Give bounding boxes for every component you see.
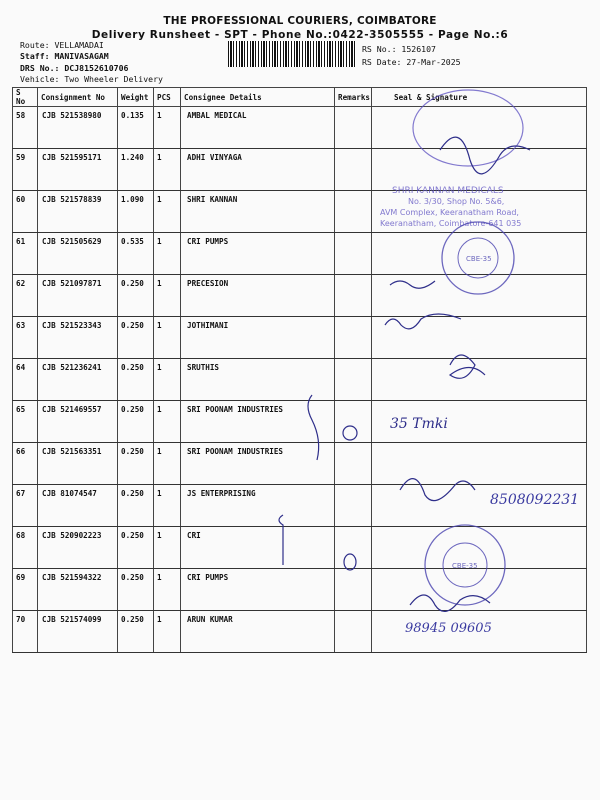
cell-sno: 59: [13, 149, 38, 191]
cell-consignee: ADHI VINYAGA: [181, 149, 335, 191]
signature-text-65: 35 Tmki: [390, 416, 448, 432]
rs-number: RS No.: 1526107: [362, 44, 436, 54]
cri-stamp-1: [442, 222, 514, 294]
signature-59: [440, 137, 530, 174]
cell-sno: 61: [13, 233, 38, 275]
cell-weight: 0.535: [118, 233, 154, 275]
cell-consignee: CRI PUMPS: [181, 569, 335, 611]
cell-consignee: CRI PUMPS: [181, 233, 335, 275]
cell-sno: 66: [13, 443, 38, 485]
col-sno: S No: [13, 88, 38, 107]
cell-pcs: 1: [154, 107, 181, 149]
cell-sno: 60: [13, 191, 38, 233]
cell-sno: 65: [13, 401, 38, 443]
mark-68: [279, 515, 283, 565]
cell-weight: 0.250: [118, 317, 154, 359]
kannan-stamp: [380, 90, 523, 228]
cell-weight: 1.090: [118, 191, 154, 233]
cell-sno: 69: [13, 569, 38, 611]
cell-consignment: CJB 521538980: [38, 107, 118, 149]
mark-65: [308, 395, 319, 460]
cell-consignee: SRI POONAM INDUSTRIES: [181, 443, 335, 485]
signature-62: [390, 281, 435, 288]
cell-consignment: CJB 521236241: [38, 359, 118, 401]
kannan-stamp-title: SHRI KANNAN MEDICALS: [392, 186, 504, 196]
cell-pcs: 1: [154, 149, 181, 191]
cell-consignment: CJB 521563351: [38, 443, 118, 485]
handwritten-phone-67: 8508092231: [490, 492, 580, 508]
col-remarks: Remarks: [335, 88, 372, 107]
cell-sno: 70: [13, 611, 38, 653]
signature-64: [450, 355, 485, 378]
drs-number: DRS No.: DCJ8152610706: [20, 63, 129, 73]
cell-sno: 64: [13, 359, 38, 401]
cell-consignee: PRECESION: [181, 275, 335, 317]
cell-weight: 0.250: [118, 527, 154, 569]
cell-consignment: CJB 521595171: [38, 149, 118, 191]
cell-consignment: CJB 521523343: [38, 317, 118, 359]
cell-weight: 0.250: [118, 569, 154, 611]
cell-consignment: CJB 81074547: [38, 485, 118, 527]
kannan-stamp-address-3: Keeranatham, Coimbatore-641 035: [380, 219, 522, 228]
cell-pcs: 1: [154, 485, 181, 527]
cell-pcs: 1: [154, 317, 181, 359]
cell-pcs: 1: [154, 233, 181, 275]
cri-stamp-1-center: CBE-35: [466, 255, 492, 263]
cell-consignee: AMBAL MEDICAL: [181, 107, 335, 149]
cell-consignment: CJB 520902223: [38, 527, 118, 569]
cell-pcs: 1: [154, 611, 181, 653]
cell-sno: 63: [13, 317, 38, 359]
cell-pcs: 1: [154, 191, 181, 233]
company-title: THE PROFESSIONAL COURIERS, COIMBATORE: [163, 15, 437, 27]
cell-weight: 0.250: [118, 485, 154, 527]
cri-stamp-2-center: CBE-35: [452, 562, 478, 570]
cell-consignment: CJB 521469557: [38, 401, 118, 443]
cell-pcs: 1: [154, 401, 181, 443]
cell-sno: 62: [13, 275, 38, 317]
cell-consignee: SHRI KANNAN: [181, 191, 335, 233]
kannan-stamp-address-2: AVM Complex, Keeranatham Road,: [380, 208, 519, 217]
cell-pcs: 1: [154, 527, 181, 569]
mark-69: [344, 554, 356, 570]
cell-pcs: 1: [154, 443, 181, 485]
runsheet-subtitle: Delivery Runsheet - SPT - Phone No.:0422-3505555 - Page No.:6: [91, 29, 509, 41]
cell-consignment: CJB 521097871: [38, 275, 118, 317]
col-pcs: PCS: [154, 88, 181, 107]
cri-stamp-2: [425, 525, 505, 605]
staff-label: Staff: MANIVASAGAM: [20, 51, 109, 61]
kannan-stamp-address-1: No. 3/30, Shop No. 5&6,: [408, 197, 505, 206]
cell-weight: 0.250: [118, 401, 154, 443]
cell-consignee: CRI: [181, 527, 335, 569]
mark-66: [343, 426, 357, 440]
signature-63: [385, 314, 461, 329]
cell-weight: 0.250: [118, 275, 154, 317]
cell-pcs: 1: [154, 569, 181, 611]
route-label: Route: VELLAMADAI: [20, 40, 104, 50]
cell-consignee: SRUTHIS: [181, 359, 335, 401]
cell-pcs: 1: [154, 359, 181, 401]
cell-consignment: CJB 521594322: [38, 569, 118, 611]
cell-weight: 1.240: [118, 149, 154, 191]
col-consignee: Consignee Details: [181, 88, 335, 107]
cell-sno: 68: [13, 527, 38, 569]
handwritten-phone-70: 98945 09605: [405, 621, 492, 636]
cell-pcs: 1: [154, 275, 181, 317]
cell-consignee: JS ENTERPRISING: [181, 485, 335, 527]
cell-consignee: JOTHIMANI: [181, 317, 335, 359]
cell-weight: 0.135: [118, 107, 154, 149]
col-consignment: Consignment No: [38, 88, 118, 107]
rs-date: RS Date: 27-Mar-2025: [362, 57, 461, 67]
signature-67: [400, 479, 475, 501]
vehicle-label: Vehicle: Two Wheeler Delivery: [20, 74, 163, 84]
cell-weight: 0.250: [118, 611, 154, 653]
cell-consignee: ARUN KUMAR: [181, 611, 335, 653]
cell-consignee: SRI POONAM INDUSTRIES: [181, 401, 335, 443]
col-weight: Weight: [118, 88, 154, 107]
cell-sno: 67: [13, 485, 38, 527]
cell-weight: 0.250: [118, 359, 154, 401]
col-signature: Seal & Signature: [372, 88, 587, 107]
cell-sno: 58: [13, 107, 38, 149]
cell-consignment: CJB 521574099: [38, 611, 118, 653]
cell-consignment: CJB 521578839: [38, 191, 118, 233]
cell-weight: 0.250: [118, 443, 154, 485]
cell-consignment: CJB 521505629: [38, 233, 118, 275]
